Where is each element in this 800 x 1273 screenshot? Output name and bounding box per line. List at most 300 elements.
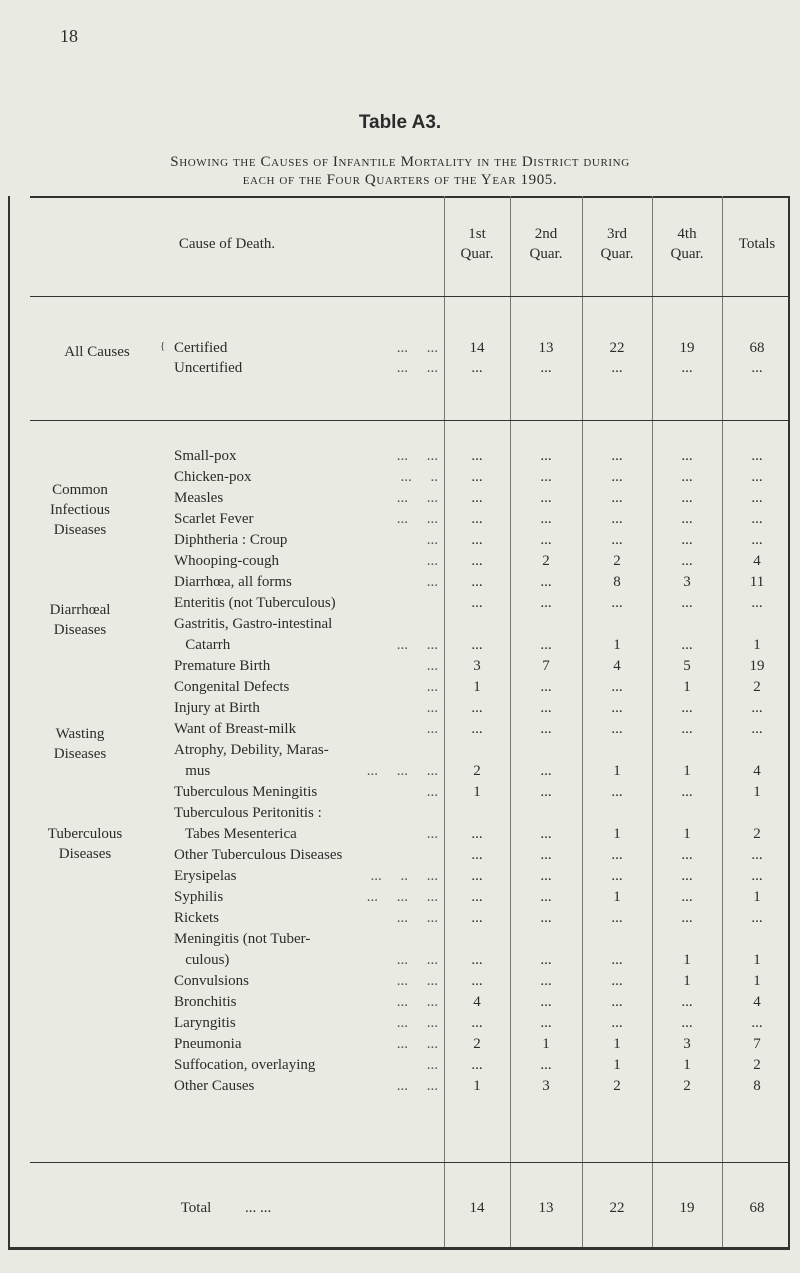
- q2-cell: ...: [540, 889, 552, 905]
- header-q2: [510, 224, 582, 264]
- q4-cell: ...: [681, 868, 693, 884]
- cause-label: Certified: [174, 340, 228, 356]
- cause-label: Injury at Birth: [174, 700, 260, 716]
- cause-cell: [174, 637, 442, 654]
- header-q2-line1: 2nd: [534, 226, 558, 242]
- totals-cell: ...: [751, 847, 763, 863]
- table-row: [10, 574, 792, 595]
- totals-cell: ...: [751, 532, 763, 548]
- q3-cell: ...: [611, 784, 623, 800]
- totals-cell: 8: [753, 1078, 761, 1094]
- q2-cell: ...: [540, 763, 552, 779]
- cause-cell: [174, 616, 442, 633]
- q4-cell: 1: [683, 952, 691, 968]
- q4-cell: ...: [681, 637, 693, 653]
- header-q2-line2: Quar.: [529, 246, 563, 262]
- table-row: [10, 1078, 792, 1099]
- q4-cell: 3: [683, 574, 691, 590]
- cause-cell: [174, 847, 442, 864]
- table-row: [10, 1057, 792, 1078]
- header-cause: Cause of Death.: [178, 236, 276, 252]
- q3-cell: 22: [609, 340, 625, 356]
- q4-cell: ...: [681, 994, 693, 1010]
- q3-cell: 1: [613, 637, 621, 653]
- cause-cell: [174, 360, 442, 377]
- q3-cell: ...: [611, 469, 623, 485]
- q2-cell: ...: [540, 910, 552, 926]
- q1-cell: 4: [473, 994, 481, 1010]
- q1-cell: ...: [471, 574, 483, 590]
- q2-cell: ...: [540, 490, 552, 506]
- q3-cell: ...: [611, 868, 623, 884]
- q4-cell: ...: [681, 1015, 693, 1031]
- table-caption: [0, 153, 800, 189]
- q3-cell: ...: [611, 1015, 623, 1031]
- totals-cell: 1: [753, 637, 761, 653]
- totals-cell: ...: [751, 910, 763, 926]
- cause-label: Other Causes: [174, 1078, 255, 1094]
- cause-label: Suffocation, overlaying: [174, 1057, 316, 1073]
- caption-line-1: Showing the Causes of Infantile Mortality in the District during: [170, 154, 630, 170]
- cause-cell: [174, 805, 442, 822]
- cause-label: Diphtheria : Croup: [174, 532, 288, 548]
- header-q3: [582, 224, 652, 264]
- q4-cell: 1: [683, 973, 691, 989]
- totals-cell: 1: [753, 889, 761, 905]
- q1-cell: ...: [471, 490, 483, 506]
- q4-cell: 1: [683, 763, 691, 779]
- cause-cell: [174, 952, 442, 969]
- brace-all-causes: {: [160, 340, 166, 352]
- q4-cell: 19: [679, 340, 695, 356]
- q3-cell: ...: [611, 721, 623, 737]
- q2-cell: ...: [540, 847, 552, 863]
- totals-cell: 11: [749, 574, 765, 590]
- q1-cell: ...: [471, 889, 483, 905]
- totals-cell: ...: [751, 721, 763, 737]
- table-row: [10, 805, 792, 826]
- q3-cell: ...: [611, 448, 623, 464]
- mortality-table: [8, 196, 790, 1250]
- leader-dots: ... ...: [396, 360, 438, 376]
- q1-cell: ...: [471, 360, 483, 376]
- cause-cell: [174, 721, 442, 738]
- q4-cell: ...: [681, 847, 693, 863]
- q1-cell: ...: [471, 1015, 483, 1031]
- q3-cell: 2: [613, 553, 621, 569]
- cause-cell: [174, 826, 442, 843]
- leader-dots: ... ..: [400, 469, 438, 485]
- q3-cell: 4: [613, 658, 621, 674]
- q2-cell: ...: [540, 868, 552, 884]
- leader-dots: ... ...: [396, 490, 438, 506]
- q2-cell: ...: [540, 595, 552, 611]
- cause-label: Gastritis, Gastro-intestinal: [174, 616, 333, 632]
- q1-cell: ...: [471, 469, 483, 485]
- totals-cell: 4: [753, 763, 761, 779]
- cause-label: Tuberculous Peritonitis :: [174, 805, 322, 821]
- totals-cell: 4: [753, 994, 761, 1010]
- total-dots: ... ...: [245, 1200, 272, 1216]
- cause-cell: [174, 1015, 442, 1032]
- cause-label: Small-pox: [174, 448, 237, 464]
- table-row: [10, 1015, 792, 1036]
- q1-cell: ...: [471, 448, 483, 464]
- cause-cell: [174, 700, 442, 717]
- cause-cell: [174, 763, 442, 780]
- cause-cell: [174, 1036, 442, 1053]
- q4-cell: ...: [681, 721, 693, 737]
- table-row: [10, 511, 792, 532]
- cause-label: Laryngitis: [174, 1015, 236, 1031]
- totals-cell: ...: [751, 700, 763, 716]
- q1-cell: 1: [473, 784, 481, 800]
- leader-dots: ... ...: [396, 340, 438, 356]
- q1-cell: 1: [473, 679, 481, 695]
- totals-cell: 1: [753, 952, 761, 968]
- leader-dots: ... ...: [396, 952, 438, 968]
- table-row: [10, 889, 792, 910]
- q2-cell: ...: [540, 448, 552, 464]
- totals-cell: ...: [751, 595, 763, 611]
- cause-label: Tabes Mesenterica: [174, 826, 297, 842]
- q4-cell: ...: [681, 595, 693, 611]
- q1-cell: ...: [471, 553, 483, 569]
- totals-cell: ...: [751, 1015, 763, 1031]
- q2-cell: ...: [540, 1015, 552, 1031]
- cause-label: culous): [174, 952, 230, 968]
- leader-dots: ...: [426, 532, 438, 548]
- table-row: [10, 868, 792, 889]
- q2-cell: ...: [540, 721, 552, 737]
- q1-cell: 14: [469, 340, 485, 356]
- table-title: Table A3.: [358, 112, 442, 133]
- cause-label: Scarlet Fever: [174, 511, 254, 527]
- q4-cell: ...: [681, 490, 693, 506]
- cause-cell: [174, 574, 442, 591]
- cause-label: Meningitis (not Tuber-: [174, 931, 311, 947]
- q2-cell: 7: [542, 658, 550, 674]
- q4-cell: ...: [681, 360, 693, 376]
- totals-cell: ...: [751, 490, 763, 506]
- header-totals: Totals: [738, 236, 776, 252]
- q2-cell: ...: [540, 511, 552, 527]
- q2-cell: ...: [540, 700, 552, 716]
- table-row: [10, 469, 792, 490]
- table-row: [10, 637, 792, 658]
- leader-dots: ... ...: [396, 910, 438, 926]
- group-diarrhoeal-line2: Diseases: [53, 622, 107, 638]
- table-row: [10, 721, 792, 742]
- leader-dots: ... ...: [396, 637, 438, 653]
- q3-cell: 1: [613, 763, 621, 779]
- q1-cell: ...: [471, 721, 483, 737]
- header-q1-line2: Quar.: [460, 246, 494, 262]
- total-totals: 68: [749, 1200, 765, 1216]
- q1-cell: ...: [471, 595, 483, 611]
- table-row: [10, 679, 792, 700]
- leader-dots: ... ...: [396, 994, 438, 1010]
- totals-cell: ...: [751, 360, 763, 376]
- cause-cell: [174, 340, 442, 357]
- cause-label: Tuberculous Meningitis: [174, 784, 318, 800]
- cause-cell: [174, 532, 442, 549]
- totals-cell: ...: [751, 868, 763, 884]
- group-common-line1: Common: [52, 482, 108, 498]
- leader-dots: ...: [426, 574, 438, 590]
- leader-dots: ...: [426, 1057, 438, 1073]
- table-row: [10, 847, 792, 868]
- cause-label: Other Tuberculous Diseases: [174, 847, 343, 863]
- cause-label: Congenital Defects: [174, 679, 290, 695]
- totals-cell: 4: [753, 553, 761, 569]
- q1-cell: ...: [471, 847, 483, 863]
- total-row: [10, 1200, 792, 1221]
- q3-cell: 2: [613, 1078, 621, 1094]
- totals-cell: 1: [753, 973, 761, 989]
- cause-label: Pneumonia: [174, 1036, 242, 1052]
- q4-cell: 1: [683, 1057, 691, 1073]
- cause-cell: [174, 973, 442, 990]
- leader-dots: ... ...: [396, 973, 438, 989]
- q2-cell: ...: [540, 826, 552, 842]
- table-row: [10, 973, 792, 994]
- q2-cell: ...: [540, 469, 552, 485]
- group-common-line2: Infectious: [50, 502, 110, 518]
- table-row: [10, 448, 792, 469]
- q4-cell: ...: [681, 469, 693, 485]
- group-wasting-line2: Diseases: [53, 746, 107, 762]
- group-tuberculous-line2: Diseases: [58, 846, 112, 862]
- cause-cell: [174, 553, 442, 570]
- leader-dots: ... ... ...: [366, 763, 438, 779]
- q3-cell: ...: [611, 532, 623, 548]
- q2-cell: 3: [542, 1078, 550, 1094]
- q1-cell: 2: [473, 1036, 481, 1052]
- total-label-text: Total: [180, 1200, 212, 1216]
- q4-cell: ...: [681, 784, 693, 800]
- q1-cell: ...: [471, 973, 483, 989]
- group-diarrhoeal-line1: Diarrhœal: [49, 602, 111, 618]
- q3-cell: ...: [611, 679, 623, 695]
- q1-cell: 1: [473, 1078, 481, 1094]
- cause-label: Chicken-pox: [174, 469, 252, 485]
- cause-label: Syphilis: [174, 889, 224, 905]
- cause-label: Whooping-cough: [174, 553, 279, 569]
- table-row: [10, 616, 792, 637]
- cause-label: Premature Birth: [174, 658, 271, 674]
- q2-cell: ...: [540, 574, 552, 590]
- header-q1-line1: 1st: [468, 226, 486, 242]
- leader-dots: ...: [426, 700, 438, 716]
- cause-label: Atrophy, Debility, Maras-: [174, 742, 329, 758]
- q4-cell: 2: [683, 1078, 691, 1094]
- group-wasting-line1: Wasting: [55, 726, 105, 742]
- totals-cell: 2: [753, 826, 761, 842]
- table-row: [10, 532, 792, 553]
- q3-cell: 1: [613, 826, 621, 842]
- leader-dots: ...: [426, 679, 438, 695]
- q1-cell: ...: [471, 868, 483, 884]
- q4-cell: ...: [681, 511, 693, 527]
- cause-cell: [174, 1078, 442, 1095]
- cause-cell: [174, 1057, 442, 1074]
- cause-label: Uncertified: [174, 360, 243, 376]
- q3-cell: ...: [611, 360, 623, 376]
- totals-cell: ...: [751, 511, 763, 527]
- q1-cell: ...: [471, 700, 483, 716]
- leader-dots: ...: [426, 784, 438, 800]
- q2-cell: ...: [540, 1057, 552, 1073]
- top-rule: [30, 196, 790, 198]
- table-row: [10, 931, 792, 952]
- cause-cell: [174, 889, 442, 906]
- cause-cell: [174, 910, 442, 927]
- cause-cell: [174, 931, 442, 948]
- q4-cell: ...: [681, 448, 693, 464]
- header-q4-line1: 4th: [677, 226, 697, 242]
- cause-cell: [174, 868, 442, 885]
- table-row: [10, 490, 792, 511]
- q2-cell: ...: [540, 679, 552, 695]
- table-row: [10, 910, 792, 931]
- group-all-causes: All Causes: [64, 344, 130, 360]
- leader-dots: ... ... ...: [366, 889, 438, 905]
- cause-cell: [174, 595, 442, 612]
- cause-label: Measles: [174, 490, 224, 506]
- totals-cell: 2: [753, 679, 761, 695]
- header-q4-line2: Quar.: [670, 246, 704, 262]
- totals-cell: ...: [751, 469, 763, 485]
- q2-cell: 2: [542, 553, 550, 569]
- table-row: [10, 340, 792, 361]
- caption-line-2: each of the Four Quarters of the Year 1905.: [242, 172, 558, 188]
- cause-label: Erysipelas: [174, 868, 237, 884]
- total-q3: 22: [609, 1200, 625, 1216]
- total-label: [10, 1200, 442, 1217]
- table-row: [10, 360, 792, 381]
- header-q3-line2: Quar.: [600, 246, 634, 262]
- cause-label: Want of Breast-milk: [174, 721, 297, 737]
- cause-label: Catarrh: [174, 637, 231, 653]
- leader-dots: ...: [426, 658, 438, 674]
- q2-cell: ...: [540, 784, 552, 800]
- totals-cell: 7: [753, 1036, 761, 1052]
- q4-cell: 5: [683, 658, 691, 674]
- total-q2: 13: [538, 1200, 554, 1216]
- q1-cell: ...: [471, 1057, 483, 1073]
- q4-cell: 1: [683, 826, 691, 842]
- q3-cell: ...: [611, 511, 623, 527]
- q1-cell: ...: [471, 826, 483, 842]
- cause-cell: [174, 658, 442, 675]
- q3-cell: 1: [613, 889, 621, 905]
- q3-cell: 8: [613, 574, 621, 590]
- q4-cell: 3: [683, 1036, 691, 1052]
- q4-cell: ...: [681, 553, 693, 569]
- total-q4: 19: [679, 1200, 695, 1216]
- q3-cell: ...: [611, 490, 623, 506]
- q4-cell: ...: [681, 532, 693, 548]
- totals-cell: 1: [753, 784, 761, 800]
- cause-cell: [174, 469, 442, 486]
- totals-cell: 19: [749, 658, 765, 674]
- table-row: [10, 952, 792, 973]
- q2-cell: ...: [540, 994, 552, 1010]
- leader-dots: ...: [426, 553, 438, 569]
- page-number: 18: [60, 26, 78, 46]
- table-row: [10, 553, 792, 574]
- q2-cell: 13: [538, 340, 554, 356]
- q3-cell: 1: [613, 1057, 621, 1073]
- header-q3-line1: 3rd: [607, 226, 627, 242]
- leader-dots: ...: [426, 721, 438, 737]
- leader-dots: ... ...: [396, 1078, 438, 1094]
- q4-cell: 1: [683, 679, 691, 695]
- cause-label: Diarrhœa, all forms: [174, 574, 292, 590]
- totals-cell: ...: [751, 448, 763, 464]
- q2-cell: ...: [540, 973, 552, 989]
- cause-label: mus: [174, 763, 211, 779]
- q3-cell: ...: [611, 700, 623, 716]
- cause-label: Enteritis (not Tuberculous): [174, 595, 336, 611]
- cause-cell: [174, 679, 442, 696]
- header-rule: [30, 296, 790, 297]
- q2-cell: 1: [542, 1036, 550, 1052]
- table-row: [10, 658, 792, 679]
- leader-dots: ... ...: [396, 1015, 438, 1031]
- q1-cell: ...: [471, 910, 483, 926]
- q2-cell: ...: [540, 637, 552, 653]
- leader-dots: ... ...: [396, 448, 438, 464]
- cause-cell: [174, 784, 442, 801]
- q3-cell: ...: [611, 952, 623, 968]
- section-rule: [30, 420, 790, 421]
- header-q1: [444, 224, 510, 264]
- table-row: [10, 742, 792, 763]
- cause-cell: [174, 994, 442, 1011]
- q3-cell: ...: [611, 994, 623, 1010]
- leader-dots: ...: [426, 826, 438, 842]
- group-tuberculous-line1: Tuberculous: [47, 826, 123, 842]
- header-q4: [652, 224, 722, 264]
- q1-cell: ...: [471, 637, 483, 653]
- q1-cell: ...: [471, 511, 483, 527]
- cause-cell: [174, 448, 442, 465]
- table-row: [10, 826, 792, 847]
- table-row: [10, 595, 792, 616]
- total-rule: [30, 1162, 790, 1163]
- group-common-line3: Diseases: [53, 522, 107, 538]
- totals-cell: 68: [749, 340, 765, 356]
- cause-cell: [174, 742, 442, 759]
- q3-cell: ...: [611, 910, 623, 926]
- q4-cell: ...: [681, 910, 693, 926]
- q1-cell: 2: [473, 763, 481, 779]
- totals-cell: 2: [753, 1057, 761, 1073]
- q1-cell: ...: [471, 532, 483, 548]
- total-q1: 14: [469, 1200, 485, 1216]
- table-row: [10, 700, 792, 721]
- q3-cell: ...: [611, 973, 623, 989]
- q2-cell: ...: [540, 952, 552, 968]
- q1-cell: ...: [471, 952, 483, 968]
- table-row: [10, 784, 792, 805]
- leader-dots: ... ...: [396, 511, 438, 527]
- q3-cell: ...: [611, 595, 623, 611]
- table-row: [10, 763, 792, 784]
- cause-cell: [174, 490, 442, 507]
